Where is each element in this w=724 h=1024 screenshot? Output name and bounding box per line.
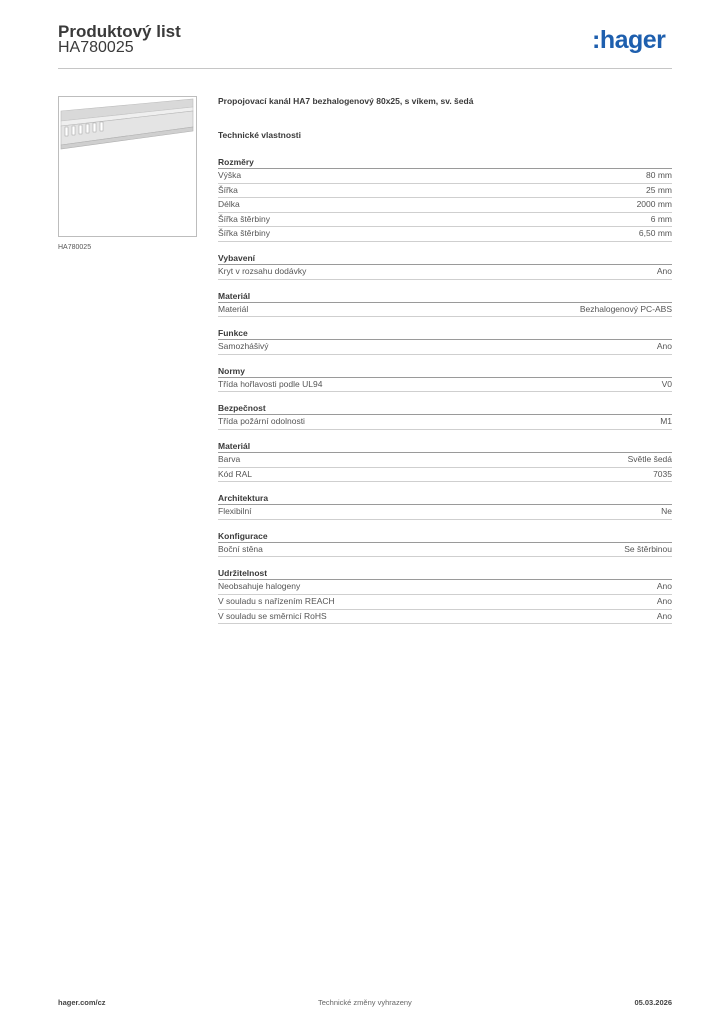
property-label: Barva — [218, 453, 241, 464]
property-label: Třída hořlavosti podle UL94 — [218, 378, 323, 389]
property-row — [218, 453, 672, 468]
property-group — [218, 156, 672, 242]
property-label: V souladu s nařízením REACH — [218, 595, 335, 606]
image-caption: HA780025 — [58, 244, 92, 251]
product-description: Propojovací kanál HA7 bezhalogenový 80x25, s víkem, sv. šedá — [218, 96, 474, 106]
hager-logo: :hager — [592, 26, 666, 54]
property-group — [218, 567, 672, 624]
group-title: Architektura — [218, 492, 672, 505]
property-group — [218, 252, 672, 280]
property-row — [218, 265, 672, 280]
property-value: 25 mm — [646, 184, 672, 195]
property-label: Samozhášivý — [218, 341, 269, 352]
property-row — [218, 213, 672, 228]
property-value: Ano — [656, 581, 672, 592]
property-value: 2000 mm — [636, 199, 672, 210]
cable-duct-illustration — [59, 97, 196, 236]
property-row — [218, 595, 672, 610]
property-group — [218, 327, 672, 355]
header-divider — [58, 68, 672, 69]
property-row — [218, 610, 672, 625]
property-group — [218, 402, 672, 430]
property-value: 6,50 mm — [638, 228, 672, 239]
property-label: V souladu se směrnicí RoHS — [218, 610, 327, 621]
property-row — [218, 303, 672, 318]
property-group — [218, 365, 672, 393]
property-value: 6 mm — [650, 213, 672, 224]
property-row — [218, 505, 672, 520]
properties-list — [218, 156, 672, 624]
property-group — [218, 440, 672, 482]
property-label: Výška — [218, 170, 242, 180]
group-title: Bezpečnost — [218, 402, 672, 415]
group-title: Materiál — [218, 290, 672, 303]
group-title: Konfigurace — [218, 530, 672, 543]
property-label: Flexibilní — [218, 506, 252, 517]
group-title: Funkce — [218, 327, 672, 340]
property-value: M1 — [660, 416, 672, 427]
property-row — [218, 580, 672, 595]
property-row — [218, 184, 672, 199]
property-label: Boční stěna — [218, 543, 263, 554]
property-row — [218, 543, 672, 558]
document-title: Produktový list — [58, 22, 181, 41]
property-value: V0 — [661, 378, 672, 389]
property-label: Třída požární odolnosti — [218, 416, 305, 427]
property-label: Šířka štěrbiny — [218, 213, 270, 224]
property-value: 80 mm — [646, 170, 672, 180]
property-value: 7035 — [653, 468, 672, 479]
property-label: Délka — [218, 199, 240, 210]
group-title: Normy — [218, 365, 672, 378]
property-value: Světle šedá — [627, 453, 672, 464]
group-title: Rozměry — [218, 156, 672, 169]
property-value: Bezhalogenový PC-ABS — [579, 303, 672, 314]
footer-disclaimer: Technické změny vyhrazeny — [318, 998, 412, 1007]
property-value: Ne — [661, 506, 672, 517]
property-value: Se štěrbinou — [624, 543, 672, 554]
property-value: Ano — [656, 610, 672, 621]
product-code: HA780025 — [58, 39, 134, 56]
property-group — [218, 290, 672, 318]
property-row — [218, 340, 672, 355]
property-label: Materiál — [218, 303, 249, 314]
property-row — [218, 378, 672, 393]
property-label: Kryt v rozsahu dodávky — [218, 265, 307, 276]
logo-text: hager — [599, 26, 666, 54]
property-label: Kód RAL — [218, 468, 253, 479]
property-row — [218, 415, 672, 430]
property-row — [218, 198, 672, 213]
property-value: Ano — [656, 595, 672, 606]
section-heading: Technické vlastnosti — [218, 130, 301, 140]
property-row — [218, 169, 672, 184]
property-value: Ano — [656, 265, 672, 276]
footer-date: 05.03.2026 — [634, 998, 672, 1007]
product-image — [58, 96, 197, 237]
group-title: Materiál — [218, 440, 672, 453]
footer-website[interactable]: hager.com/cz — [58, 998, 106, 1007]
main-content — [218, 94, 672, 624]
property-label: Šířka štěrbiny — [218, 228, 270, 239]
property-label: Neobsahuje halogeny — [218, 581, 301, 592]
property-group — [218, 492, 672, 520]
property-row — [218, 227, 672, 242]
property-row — [218, 468, 672, 483]
property-group — [218, 530, 672, 558]
group-title: Udržitelnost — [218, 567, 672, 580]
property-label: Šířka — [218, 184, 238, 195]
property-value: Ano — [656, 341, 672, 352]
group-title: Vybavení — [218, 252, 672, 265]
